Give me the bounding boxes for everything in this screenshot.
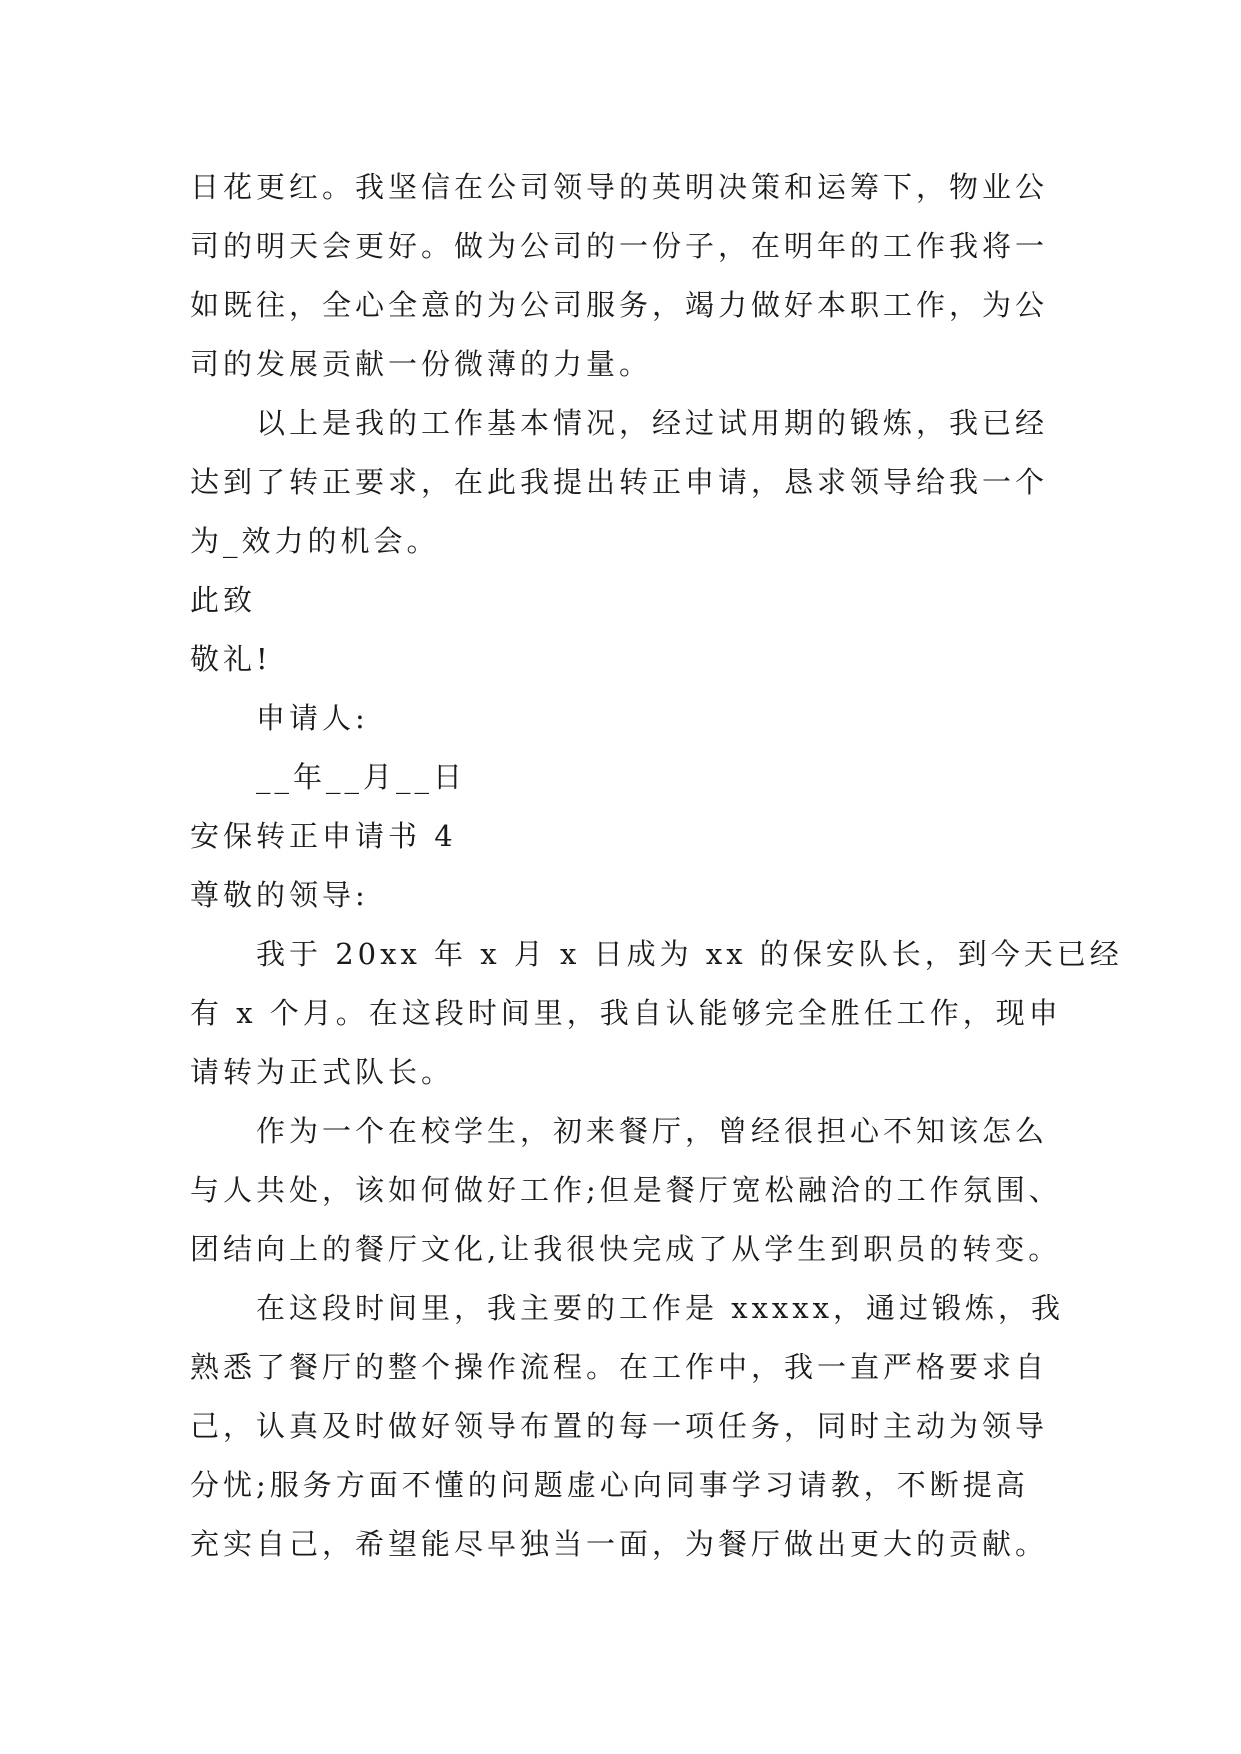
text-line: 如既往，全心全意的为公司服务，竭力做好本职工作，为公 [190,288,1049,322]
text-line: 安保转正申请书 4 [190,819,457,853]
text-line: 申请人: [256,701,369,735]
document-body [190,158,1123,1574]
text-line: 为_效力的机会。 [190,524,440,558]
text-line: 作为一个在校学生，初来餐厅，曾经很担心不知该怎么 [256,1114,1049,1148]
text-line: 达到了转正要求，在此我提出转正申请，恳求领导给我一个 [190,465,1049,499]
text-line: 司的明天会更好。做为公司的一份子，在明年的工作我将一 [190,229,1049,263]
text-line: 以上是我的工作基本情况，经过试用期的锻炼，我已经 [256,406,1049,440]
text-line: 敬礼! [190,642,272,676]
text-line: 尊敬的领导: [190,878,369,912]
text-line: 有 x 个月。在这段时间里，我自认能够完全胜任工作，现申 [190,996,1062,1030]
text-line: 分忧;服务方面不懂的问题虚心向同事学习请教，不断提高 [190,1468,1029,1502]
text-line: 此致 [190,583,257,617]
text-line: 充实自己，希望能尽早独当一面，为餐厅做出更大的贡献。 [190,1527,1049,1561]
text-line: __年__月__日 [256,760,467,794]
text-line: 司的发展贡献一份微薄的力量。 [190,347,653,381]
text-line: 我于 20xx 年 x 月 x 日成为 xx 的保安队长，到今天已经 [256,937,1123,971]
text-line: 在这段时间里，我主要的工作是 xxxxx，通过锻炼，我 [256,1291,1064,1325]
text-line: 请转为正式队长。 [190,1055,455,1089]
text-line: 己，认真及时做好领导布置的每一项任务，同时主动为领导 [190,1409,1049,1443]
text-line: 熟悉了餐厅的整个操作流程。在工作中，我一直严格要求自 [190,1350,1049,1384]
text-line: 日花更红。我坚信在公司领导的英明决策和运筹下，物业公 [190,170,1049,204]
text-line: 团结向上的餐厅文化,让我很快完成了从学生到职员的转变。 [190,1232,1062,1266]
text-line: 与人共处，该如何做好工作;但是餐厅宽松融洽的工作氛围、 [190,1173,1062,1207]
